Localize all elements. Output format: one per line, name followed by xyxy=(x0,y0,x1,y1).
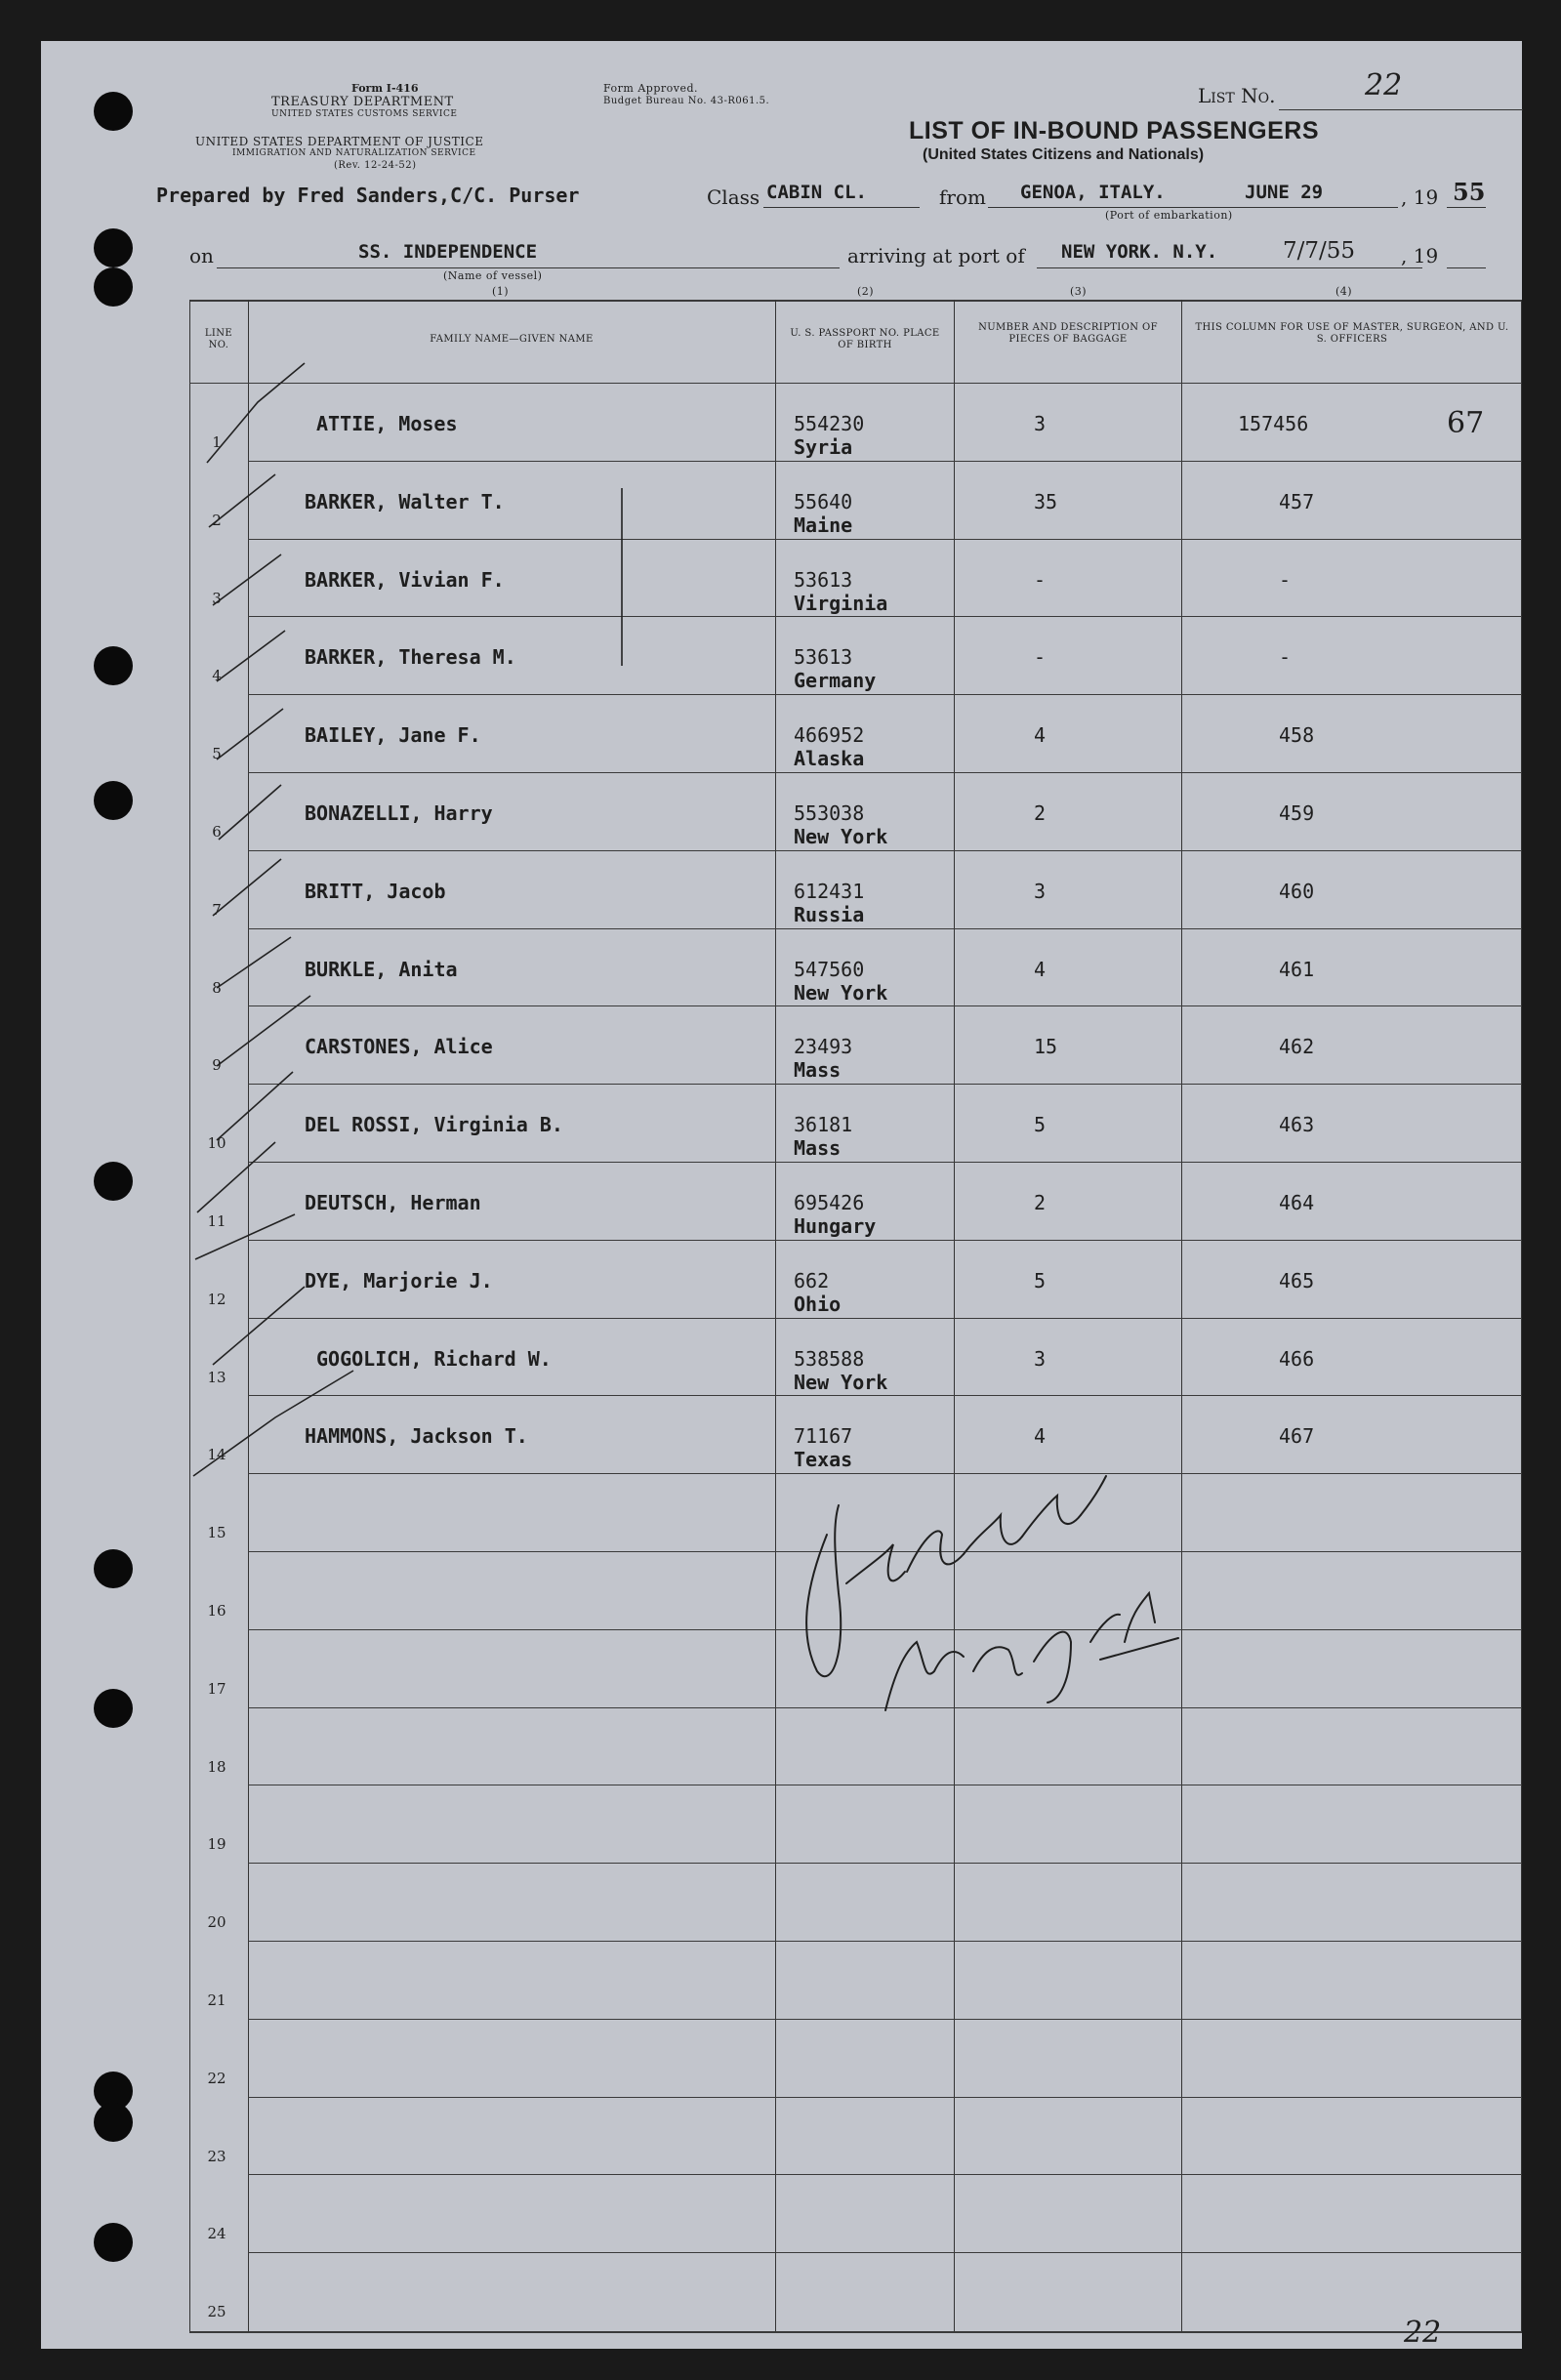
column-number: (3) xyxy=(1070,285,1088,298)
check-mark xyxy=(209,474,275,527)
baggage-count: 4 xyxy=(1034,723,1047,748)
year-prefix: , 19 xyxy=(1401,185,1439,209)
officer-number: 465 xyxy=(1279,1268,1315,1293)
officer-number: 461 xyxy=(1279,957,1315,981)
port-caption: (Port of embarkation) xyxy=(1105,209,1233,222)
treasury-department: TREASURY DEPARTMENT xyxy=(271,95,454,109)
place-of-birth: Ohio xyxy=(794,1292,842,1316)
baggage-count: 3 xyxy=(1034,1346,1047,1371)
line-number: 11 xyxy=(207,1212,226,1230)
column-header-line-no: LINE NO. xyxy=(204,328,233,350)
passenger-manifest-page xyxy=(41,41,1522,2349)
on-label: on xyxy=(189,244,214,267)
officer-number: 463 xyxy=(1279,1113,1315,1137)
year2-prefix: , 19 xyxy=(1401,244,1439,267)
class-label: Class xyxy=(707,185,760,209)
line-number: 4 xyxy=(212,667,222,685)
passport-number: 36181 xyxy=(794,1113,853,1137)
baggage-count: 3 xyxy=(1034,879,1047,903)
customs-service: UNITED STATES CUSTOMS SERVICE xyxy=(271,109,458,119)
column-number: (4) xyxy=(1335,285,1353,298)
passenger-name: BARKER, Walter T. xyxy=(305,489,505,513)
check-mark xyxy=(217,996,310,1066)
line-number: 14 xyxy=(207,1446,226,1464)
officer-number: - xyxy=(1279,645,1292,670)
baggage-count: 4 xyxy=(1034,957,1047,981)
passport-number: 547560 xyxy=(794,957,865,981)
passenger-name: DEUTSCH, Herman xyxy=(305,1191,481,1214)
line-number: 10 xyxy=(207,1134,226,1153)
passenger-name: BURKLE, Anita xyxy=(305,957,458,981)
check-mark xyxy=(213,859,281,916)
officer-number: - xyxy=(1279,567,1292,592)
passenger-name: BRITT, Jacob xyxy=(305,879,446,903)
place-of-birth: Hungary xyxy=(794,1214,877,1238)
passenger-name: BONAZELLI, Harry xyxy=(305,801,493,825)
passport-number: 538588 xyxy=(794,1346,865,1371)
check-mark xyxy=(193,1368,353,1476)
place-of-birth: Mass xyxy=(794,1058,842,1083)
passenger-name: GOGOLICH, Richard W. xyxy=(316,1346,552,1371)
passport-number: 662 xyxy=(794,1268,830,1293)
check-mark xyxy=(207,363,305,463)
line-number: 12 xyxy=(207,1290,226,1308)
place-of-birth: Virginia xyxy=(794,591,888,615)
passenger-name: BARKER, Vivian F. xyxy=(305,567,505,592)
passport-number: 23493 xyxy=(794,1035,853,1059)
page-subtitle: (United States Citizens and Nationals) xyxy=(923,146,1205,163)
check-mark xyxy=(217,709,283,759)
place-of-birth: New York xyxy=(794,825,888,848)
check-mark xyxy=(197,1142,275,1212)
line-number: 17 xyxy=(207,1679,226,1698)
page-title: LIST OF IN-BOUND PASSENGERS xyxy=(909,117,1320,144)
check-marks xyxy=(41,41,1522,2349)
baggage-count: 2 xyxy=(1034,1191,1047,1214)
line-number: 13 xyxy=(207,1368,226,1386)
immigration-service: IMMIGRATION AND NATURALIZATION SERVICE xyxy=(232,148,476,158)
baggage-count: - xyxy=(1034,567,1047,592)
line-number: 3 xyxy=(212,589,222,607)
list-no-label: List No. xyxy=(1198,84,1276,107)
column-header-officers: THIS COLUMN FOR USE OF MASTER, SURGEON, AND U. S. OFFICERS xyxy=(1195,322,1509,345)
line-number: 18 xyxy=(207,1757,226,1776)
form-revision: (Rev. 12-24-52) xyxy=(334,160,417,171)
baggage-count: - xyxy=(1034,645,1047,670)
passenger-name: CARSTONES, Alice xyxy=(305,1035,493,1059)
line-number: 6 xyxy=(212,823,222,841)
passenger-name: BARKER, Theresa M. xyxy=(305,645,516,670)
arriving-label: arriving at port of xyxy=(847,244,1025,267)
line-number: 24 xyxy=(207,2225,226,2243)
check-mark xyxy=(217,631,285,681)
passport-number: 695426 xyxy=(794,1191,865,1214)
passenger-name: ATTIE, Moses xyxy=(316,412,458,435)
officer-number: 457 xyxy=(1279,489,1315,513)
class-value: CABIN CL. xyxy=(766,182,867,203)
line-number: 7 xyxy=(212,900,222,919)
check-mark xyxy=(213,1287,305,1365)
form-number: Form I-416 xyxy=(351,82,419,95)
arrival-date: 7/7/55 xyxy=(1283,238,1356,264)
passenger-name: DYE, Marjorie J. xyxy=(305,1268,493,1293)
line-number: 16 xyxy=(207,1602,226,1620)
line-number: 1 xyxy=(212,433,222,451)
port-of-embarkation: GENOA, ITALY. xyxy=(1020,182,1166,203)
prepared-by: Prepared by Fred Sanders,C/C. Purser xyxy=(156,184,580,207)
baggage-count: 35 xyxy=(1034,489,1058,513)
form-approved: Form Approved. xyxy=(603,82,699,95)
passport-number: 71167 xyxy=(794,1424,853,1449)
column-number: (2) xyxy=(857,285,875,298)
line-number: 25 xyxy=(207,2303,226,2321)
officer-number: 157456 xyxy=(1238,412,1309,435)
budget-bureau: Budget Bureau No. 43-R061.5. xyxy=(603,96,770,106)
check-mark xyxy=(195,1214,295,1259)
baggage-count: 3 xyxy=(1034,412,1047,435)
passport-number: 553038 xyxy=(794,801,865,825)
baggage-count: 5 xyxy=(1034,1113,1047,1137)
vessel-caption: (Name of vessel) xyxy=(443,269,543,282)
year-value: 55 xyxy=(1453,178,1486,206)
inspector-signature xyxy=(778,1447,1188,1720)
line-number: 2 xyxy=(212,511,222,529)
officer-number: 458 xyxy=(1279,723,1315,748)
line-number: 5 xyxy=(212,745,222,763)
line-number: 9 xyxy=(212,1056,222,1075)
line-number: 19 xyxy=(207,1835,226,1854)
officer-number: 467 xyxy=(1279,1424,1315,1449)
margin-note: 67 xyxy=(1447,406,1485,440)
baggage-count: 4 xyxy=(1034,1424,1047,1449)
line-number: 21 xyxy=(207,1991,226,2009)
list-no-value: 22 xyxy=(1365,68,1403,103)
line-number: 22 xyxy=(207,2069,226,2087)
baggage-count: 5 xyxy=(1034,1268,1047,1293)
passenger-name: BAILEY, Jane F. xyxy=(305,723,481,748)
column-header-baggage: NUMBER AND DESCRIPTION OF PIECES OF BAGGAGE xyxy=(978,322,1158,345)
check-mark xyxy=(217,937,291,988)
passport-number: 53613 xyxy=(794,567,853,592)
arrival-port: NEW YORK. N.Y. xyxy=(1061,241,1218,263)
place-of-birth: Syria xyxy=(794,435,853,459)
passport-number: 55640 xyxy=(794,489,853,513)
officer-number: 464 xyxy=(1279,1191,1315,1214)
officer-number: 466 xyxy=(1279,1346,1315,1371)
place-of-birth: Texas xyxy=(794,1448,853,1472)
passport-number: 466952 xyxy=(794,723,865,748)
place-of-birth: Maine xyxy=(794,513,853,537)
check-mark xyxy=(219,785,281,840)
vessel-name: SS. INDEPENDENCE xyxy=(358,241,538,263)
column-header-passport: U. S. PASSPORT NO. PLACE OF BIRTH xyxy=(790,328,940,350)
place-of-birth: Alaska xyxy=(794,747,865,771)
passport-number: 612431 xyxy=(794,879,865,903)
place-of-birth: Germany xyxy=(794,669,877,693)
officer-number: 462 xyxy=(1279,1035,1315,1059)
line-number: 23 xyxy=(207,2147,226,2165)
column-header-name: FAMILY NAME—GIVEN NAME xyxy=(430,334,594,345)
embarkation-date: JUNE 29 xyxy=(1245,182,1324,203)
from-label: from xyxy=(939,185,986,209)
officer-number: 459 xyxy=(1279,801,1315,825)
passport-number: 554230 xyxy=(794,412,865,435)
line-number: 20 xyxy=(207,1913,226,1932)
column-number: (1) xyxy=(492,285,510,298)
passenger-name: DEL ROSSI, Virginia B. xyxy=(305,1113,563,1137)
place-of-birth: New York xyxy=(794,1370,888,1394)
justice-department: UNITED STATES DEPARTMENT OF JUSTICE xyxy=(195,135,484,148)
place-of-birth: Mass xyxy=(794,1136,842,1161)
line-number: 15 xyxy=(207,1524,226,1542)
check-mark xyxy=(213,554,281,605)
check-mark xyxy=(217,1072,293,1140)
baggage-count: 2 xyxy=(1034,801,1047,825)
place-of-birth: Russia xyxy=(794,902,865,926)
passenger-name: HAMMONS, Jackson T. xyxy=(305,1424,528,1449)
corner-mark: 22 xyxy=(1404,2316,1442,2350)
officer-number: 460 xyxy=(1279,879,1315,903)
passport-number: 53613 xyxy=(794,645,853,670)
place-of-birth: New York xyxy=(794,980,888,1005)
line-number: 8 xyxy=(212,978,222,997)
baggage-count: 15 xyxy=(1034,1035,1058,1059)
